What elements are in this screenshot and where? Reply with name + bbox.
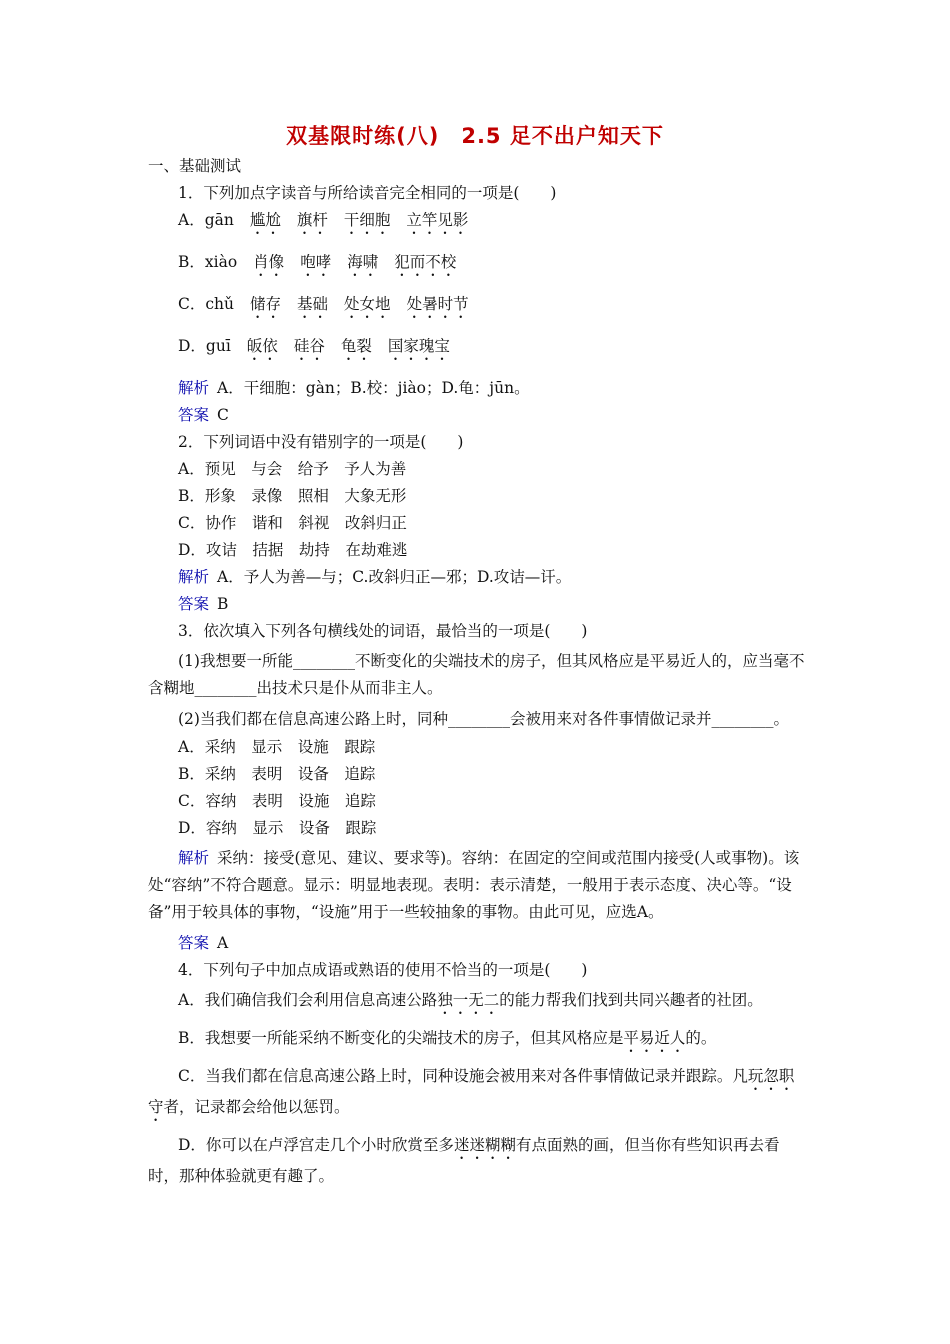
q3-option-c: C．容纳 表明 设施 追踪: [178, 792, 376, 810]
q1-option-a: A．gān 尴尬 旗杆 干细胞 立竿见影: [178, 211, 469, 229]
q2-option-a: A．预见 与会 给予 予人为善: [178, 460, 407, 478]
q2-stem: 2．下列词语中没有错别字的一项是( ): [178, 433, 464, 451]
emphasized-idiom: 迷迷糊糊: [453, 1136, 516, 1154]
q4-option-b: B．我想要一所能采纳不断变化的尖端技术的房子，但其风格应是平易近人的。: [178, 1029, 717, 1047]
q4-option-c: C．当我们都在信息高速公路上时，同种设施会被用来对各件事情做记录并跟踪。凡玩忽职守者，记录都会给他以惩罚。: [148, 1067, 795, 1116]
q2-answer: 答案 B: [178, 595, 229, 613]
q1-stem: 1．下列加点字读音与所给读音完全相同的一项是( ): [178, 184, 557, 202]
q3-option-a: A．采纳 显示 设施 跟踪: [178, 738, 376, 756]
q2-option-b: B．形象 录像 照相 大象无形: [178, 487, 407, 505]
exercise-content: [148, 156, 808, 1197]
q2-analysis: 解析 A．予人为善—与；C.改斜归正—邪；D.攻诘—讦。: [178, 568, 572, 586]
page-title: 双基限时练(八) 2.5 足不出户知天下: [286, 124, 664, 148]
q2-option-c: C．协作 谐和 斜视 改斜归正: [178, 514, 407, 532]
analysis-label: 解析: [178, 568, 210, 586]
answer-label: 答案: [178, 934, 210, 952]
answer-label: 答案: [178, 595, 210, 613]
q2-option-d: D．攻诘 拮据 劫持 在劫难逃: [178, 541, 408, 559]
q3-answer: 答案 A: [178, 934, 229, 952]
q4-stem: 4．下列句子中加点成语或熟语的使用不恰当的一项是( ): [178, 961, 588, 979]
q1-option-b: B．xiào 肖像 咆哮 海啸 犯而不校: [178, 253, 457, 271]
answer-label: 答案: [178, 406, 210, 424]
q3-sentence-2: (2)当我们都在信息高速公路上时，同种________会被用来对各件事情做记录并________。: [178, 710, 789, 728]
emphasized-idiom: 独一无二: [437, 991, 500, 1009]
q3-sentence-1: (1)我想要一所能________不断变化的尖端技术的房子，但其风格应是平易近人的，应当毫不含糊地________出技术只是仆从而非主人。: [148, 652, 805, 697]
q1-analysis: 解析 A．干细胞：gàn；B.校：jiào；D.龟：jūn。: [178, 379, 530, 397]
section-heading: 一、基础测试: [148, 157, 242, 175]
q3-analysis: 解析 采纳：接受(意见、建议、要求等)。容纳：在固定的空间或范围内接受(人或事物)。该处“容纳”不符合题意。显示：明显地表现。表明：表示清楚，一般用于表示态度、决心等。“设备”用于较具体的事物，“设施”用于一些较抽象的事物。由此可见，应选A。: [148, 849, 800, 921]
q4-option-d: D．你可以在卢浮宫走几个小时欣赏至多迷迷糊糊有点面熟的画，但当你有些知识再去看时，那种体验就更有趣了。: [148, 1136, 780, 1185]
q1-option-c: C．chǔ 储存 基础 处女地 处暑时节: [178, 295, 469, 313]
q3-option-b: B．采纳 表明 设备 追踪: [178, 765, 376, 783]
q1-answer: 答案 C: [178, 406, 229, 424]
analysis-label: 解析: [178, 379, 210, 397]
emphasized-idiom: 玩忽职守: [148, 1067, 795, 1116]
q3-option-d: D．容纳 显示 设备 跟踪: [178, 819, 377, 837]
emphasized-idiom: 平易近人: [623, 1029, 686, 1047]
analysis-label: 解析: [178, 849, 210, 867]
q1-option-d: D．guī 皈依 硅谷 龟裂 国家瑰宝: [178, 337, 450, 355]
q3-stem: 3．依次填入下列各句横线处的词语，最恰当的一项是( ): [178, 622, 588, 640]
q4-option-a: A．我们确信我们会利用信息高速公路独一无二的能力帮我们找到共同兴趣者的社团。: [178, 991, 763, 1009]
